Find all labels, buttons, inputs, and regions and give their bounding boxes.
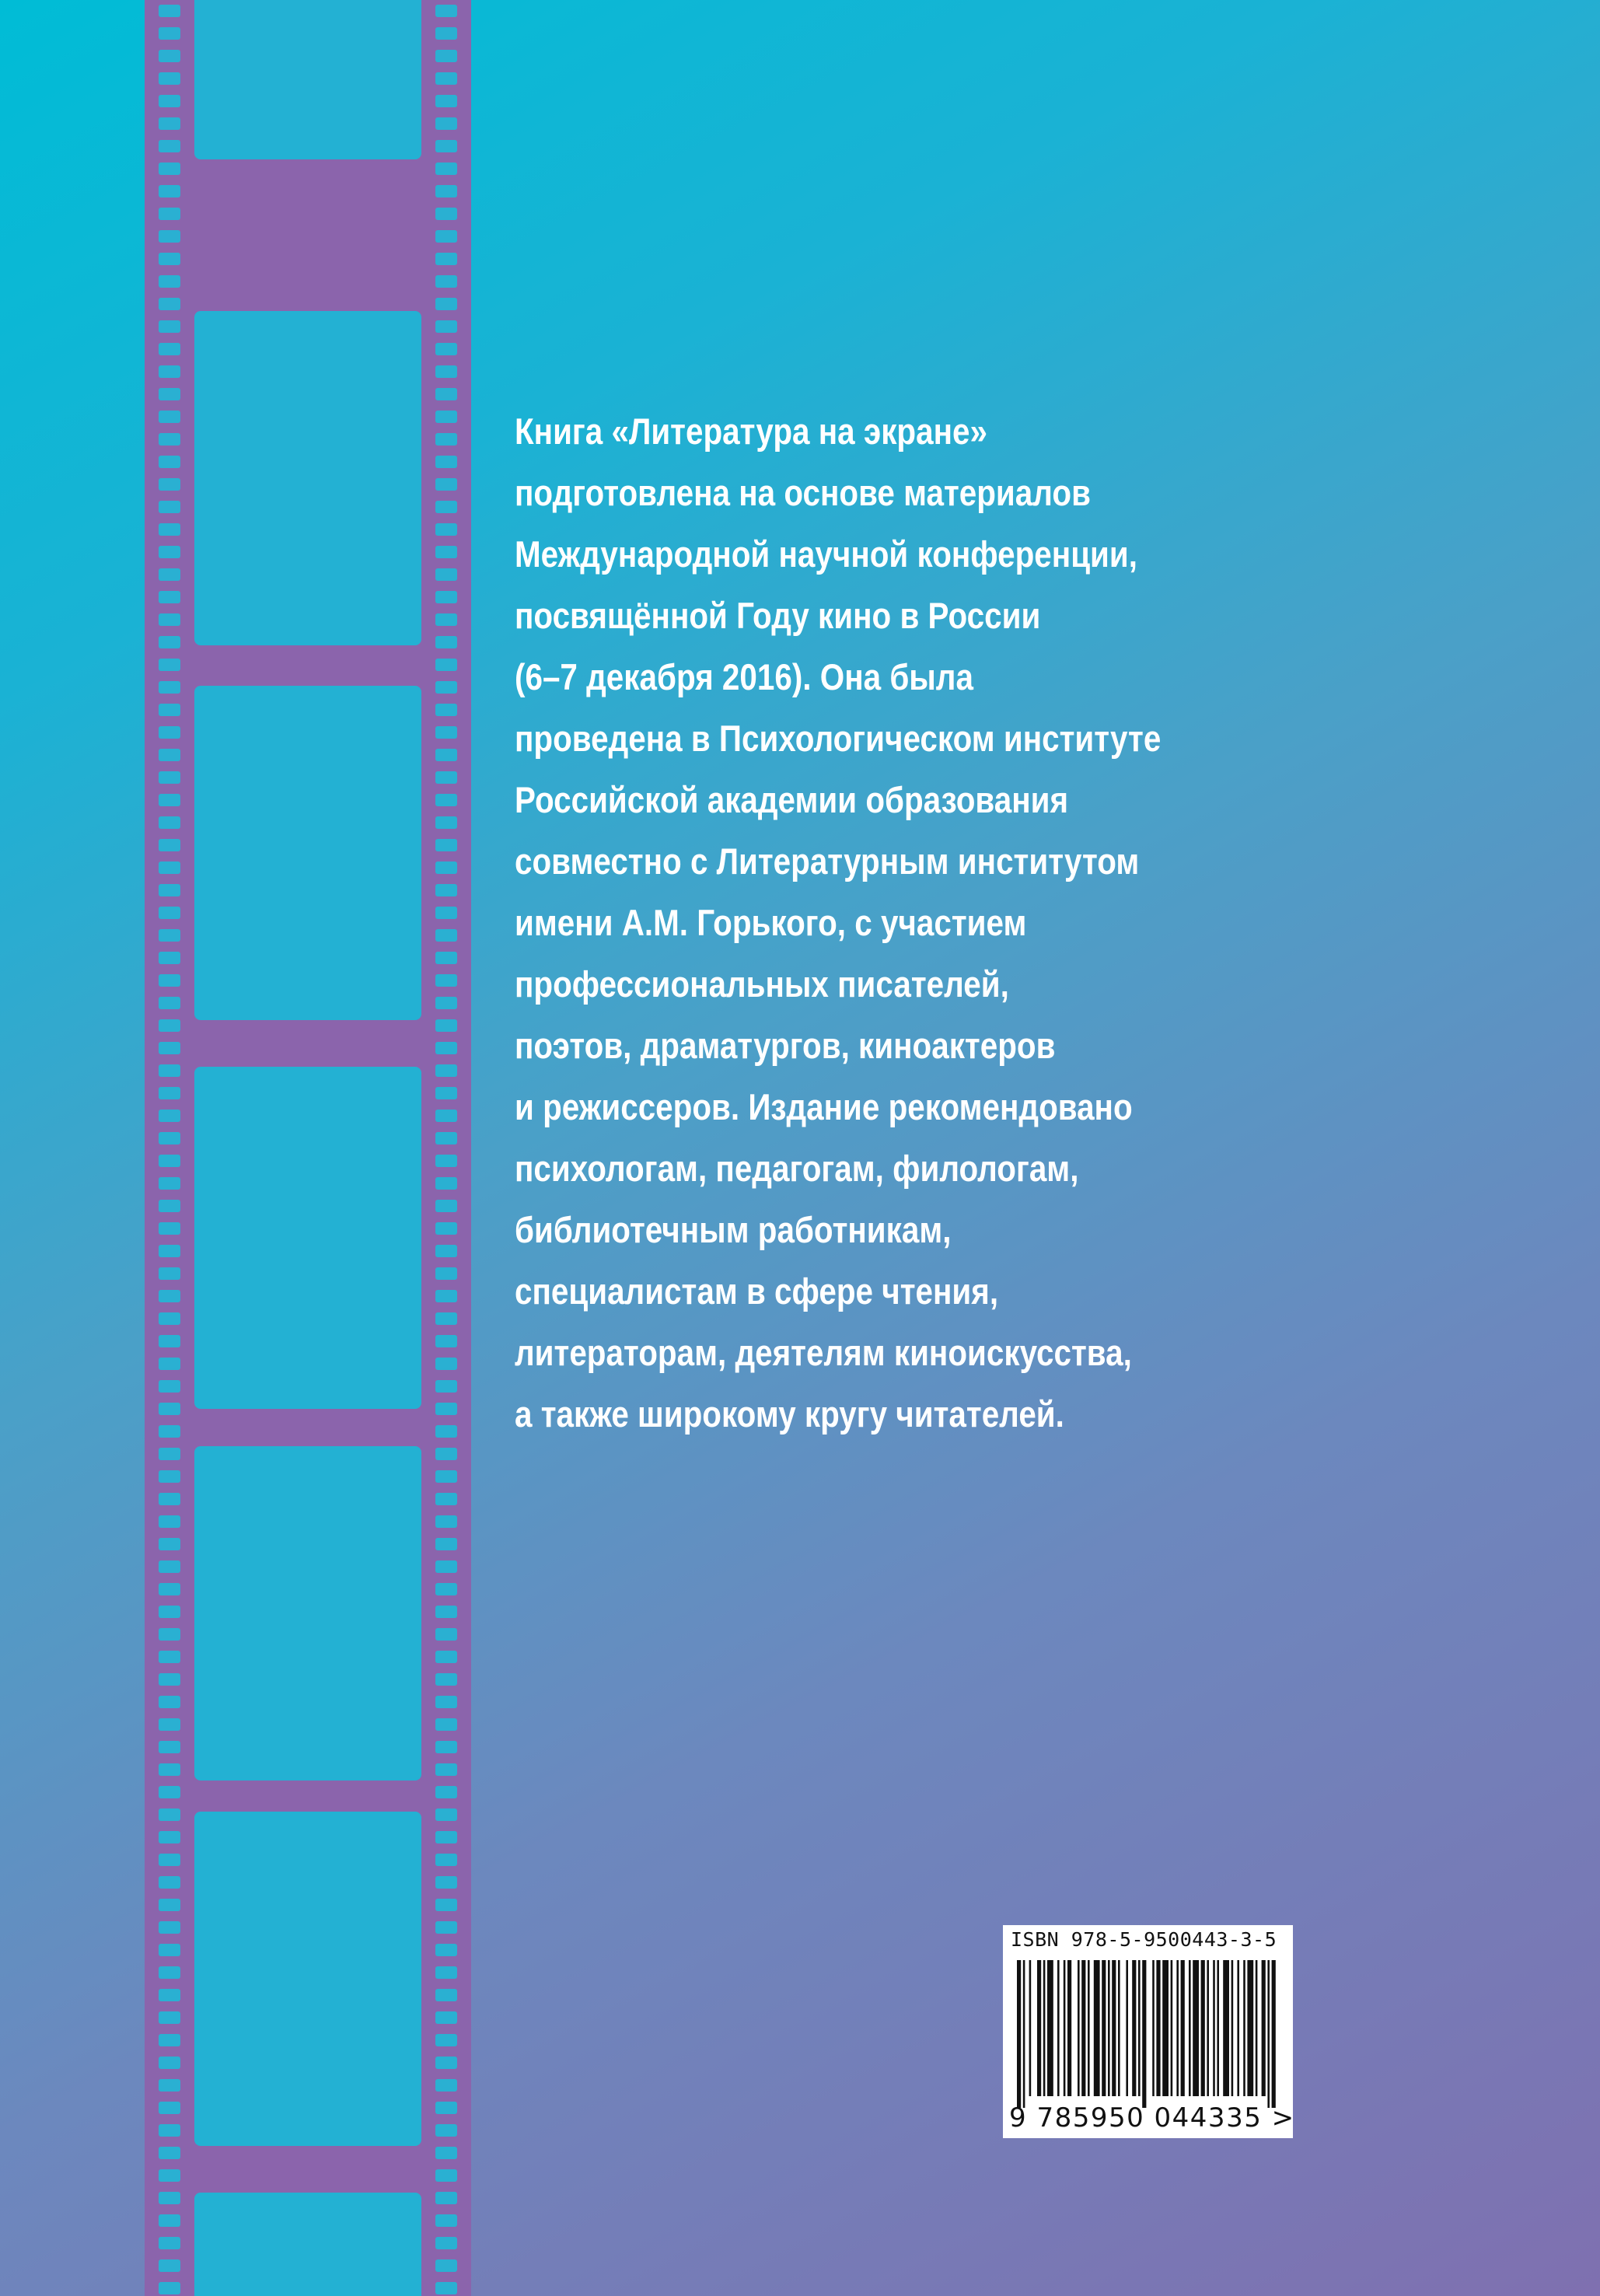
sprocket-hole [435, 433, 457, 446]
sprocket-hole [159, 298, 180, 310]
sprocket-hole [435, 1087, 457, 1099]
sprocket-hole [435, 1628, 457, 1641]
sprocket-hole [159, 568, 180, 581]
sprocket-hole [159, 275, 180, 288]
description-line: (6–7 декабря 2016). Она была [515, 656, 973, 697]
barcode-bar [1181, 1960, 1185, 2096]
sprocket-hole [435, 1560, 457, 1573]
sprocket-hole [159, 1358, 180, 1370]
barcode-bar [1081, 1960, 1085, 2096]
sprocket-hole [435, 2282, 457, 2294]
sprocket-hole [159, 456, 180, 468]
sprocket-hole [159, 997, 180, 1009]
sprocket-hole [435, 1222, 457, 1235]
sprocket-hole [159, 613, 180, 626]
sprocket-hole [159, 1335, 180, 1347]
sprocket-hole [435, 1493, 457, 1505]
sprocket-hole [159, 1200, 180, 1212]
description-line: библиотечным работникам, [515, 1209, 952, 1250]
sprocket-hole [159, 1718, 180, 1731]
sprocket-hole [435, 952, 457, 964]
sprocket-hole [435, 1110, 457, 1122]
description-line: литераторам, деятелям киноискусства, [515, 1332, 1132, 1373]
sprocket-hole [435, 523, 457, 536]
sprocket-hole [435, 861, 457, 874]
description-line: Международной научной конференции, [515, 533, 1137, 575]
description-line: а также широкому кругу читателей. [515, 1393, 1064, 1435]
sprocket-hole [159, 1222, 180, 1235]
sprocket-hole [435, 1132, 457, 1145]
barcode-bar [1037, 1960, 1041, 2096]
barcode-bar [1201, 1960, 1205, 2096]
sprocket-hole [159, 884, 180, 896]
description-line: и режиссеров. Издание рекомендовано [515, 1086, 1133, 1127]
sprocket-hole [435, 2259, 457, 2272]
sprocket-hole [435, 884, 457, 896]
sprocket-hole [435, 456, 457, 468]
sprocket-hole [435, 1245, 457, 1257]
description-line: имени А.М. Горького, с участием [515, 902, 1027, 943]
description-line: поэтов, драматургов, киноактеров [515, 1025, 1056, 1066]
sprocket-hole [435, 1831, 457, 1843]
barcode-bar [1047, 1960, 1053, 2096]
sprocket-hole [435, 1312, 457, 1325]
sprocket-hole [435, 1403, 457, 1415]
sprocket-hole [159, 140, 180, 152]
sprocket-hole [435, 1989, 457, 2001]
sprocket-hole [159, 2282, 180, 2294]
sprocket-hole [435, 681, 457, 694]
sprocket-hole [159, 1651, 180, 1663]
barcode-bar [1043, 1960, 1046, 2096]
sprocket-hole [435, 1267, 457, 1280]
sprocket-hole [435, 771, 457, 784]
sprocket-hole [159, 1470, 180, 1483]
sprocket-hole [435, 27, 457, 40]
barcode-bar [1094, 1960, 1100, 2096]
sprocket-hole [435, 2079, 457, 2092]
sprocket-hole [159, 1267, 180, 1280]
sprocket-hole [435, 1808, 457, 1821]
sprocket-hole [435, 501, 457, 513]
sprocket-hole [435, 208, 457, 220]
sprocket-hole [435, 5, 457, 17]
film-frame [194, 2193, 421, 2296]
sprocket-hole [159, 2034, 180, 2046]
sprocket-hole [435, 1876, 457, 1889]
sprocket-hole [159, 974, 180, 987]
sprocket-hole [159, 2259, 180, 2272]
barcode-bar [1078, 1960, 1080, 2096]
barcode-bar [1189, 1960, 1191, 2096]
sprocket-hole [159, 726, 180, 739]
film-frame [194, 311, 421, 645]
sprocket-hole [435, 546, 457, 558]
sprocket-hole [435, 1290, 457, 1302]
sprocket-hole [435, 1854, 457, 1866]
sprocket-hole [435, 2147, 457, 2159]
sprocket-hole [159, 1831, 180, 1843]
sprocket-hole [435, 2102, 457, 2114]
sprocket-hole [435, 388, 457, 400]
barcode-bar [1112, 1960, 1116, 2096]
sprocket-hole [435, 2192, 457, 2204]
sprocket-hole [159, 1515, 180, 1528]
sprocket-hole [159, 523, 180, 536]
sprocket-hole [159, 1155, 180, 1167]
sprocket-hole [159, 636, 180, 648]
sprocket-hole [435, 1921, 457, 1934]
sprocket-hole [435, 140, 457, 152]
sprocket-hole [159, 1042, 180, 1054]
sprocket-hole [435, 1064, 457, 1077]
sprocket-hole [435, 974, 457, 987]
sprocket-hole [159, 320, 180, 333]
sprocket-hole [435, 839, 457, 851]
sprocket-hole [159, 2147, 180, 2159]
film-frame [194, 1812, 421, 2146]
barcode-bar [1176, 1960, 1179, 2096]
sprocket-hole [435, 50, 457, 62]
sprocket-hole [159, 1493, 180, 1505]
sprocket-hole [435, 568, 457, 581]
sprocket-hole [435, 163, 457, 175]
barcode-bar [1213, 1960, 1215, 2096]
barcode-bar [1217, 1960, 1219, 2096]
sprocket-hole [159, 1380, 180, 1393]
sprocket-hole [159, 1290, 180, 1302]
sprocket-hole [159, 208, 180, 220]
sprocket-hole [435, 1470, 457, 1483]
sprocket-hole [435, 320, 457, 333]
sprocket-hole [159, 1741, 180, 1753]
sprocket-hole [159, 365, 180, 378]
sprocket-hole [159, 185, 180, 197]
film-frame [194, 686, 421, 1020]
book-description [515, 400, 1317, 1445]
sprocket-hole [435, 95, 457, 107]
barcode-bar [1118, 1960, 1120, 2096]
sprocket-hole [159, 1696, 180, 1708]
sprocket-hole [435, 1786, 457, 1798]
description-line: специалистам в сфере чтения, [515, 1270, 999, 1312]
sprocket-hole [435, 1155, 457, 1167]
description-line: психологам, педагогам, филологам, [515, 1148, 1079, 1189]
barcode-bar [1142, 1960, 1146, 2108]
barcode-bar [1088, 1960, 1090, 2096]
sprocket-hole [159, 253, 180, 265]
description-line: подготовлена на основе материалов [515, 472, 1091, 513]
sprocket-hole [159, 1403, 180, 1415]
sprocket-hole [159, 230, 180, 243]
sprocket-hole [159, 1944, 180, 1956]
sprocket-hole [435, 1966, 457, 1979]
sprocket-hole [435, 1019, 457, 1032]
sprocket-hole [435, 365, 457, 378]
sprocket-hole [435, 997, 457, 1009]
barcode-bar [1243, 1960, 1245, 2096]
sprocket-hole [435, 1696, 457, 1708]
sprocket-hole [159, 659, 180, 671]
barcode-bar [1064, 1960, 1066, 2096]
sprocket-hole [435, 1538, 457, 1550]
description-line: профессиональных писателей, [515, 963, 1009, 1005]
sprocket-hole [435, 907, 457, 919]
sprocket-hole [435, 591, 457, 603]
sprocket-hole [159, 1606, 180, 1618]
sprocket-hole [159, 816, 180, 829]
sprocket-hole [159, 1966, 180, 1979]
sprocket-hole [159, 1899, 180, 1911]
sprocket-hole [435, 72, 457, 85]
sprocket-hole [435, 1741, 457, 1753]
sprocket-hole [159, 1673, 180, 1686]
sprocket-hole [435, 749, 457, 761]
barcode-bar [1162, 1960, 1169, 2096]
sprocket-hole [159, 861, 180, 874]
sprocket-hole [435, 478, 457, 491]
sprocket-hole [159, 2237, 180, 2249]
sprocket-hole [435, 1899, 457, 1911]
sprocket-hole [159, 839, 180, 851]
sprocket-hole [159, 1808, 180, 1821]
sprocket-hole [159, 1312, 180, 1325]
sprocket-hole [435, 1380, 457, 1393]
barcode-bar [1262, 1960, 1266, 2096]
sprocket-hole [159, 929, 180, 942]
sprocket-hole [159, 95, 180, 107]
sprocket-hole [159, 2192, 180, 2204]
barcode-bar [1171, 1960, 1173, 2096]
sprocket-hole [159, 1110, 180, 1122]
sprocket-hole [159, 50, 180, 62]
sprocket-hole [435, 2169, 457, 2182]
sprocket-hole [435, 1718, 457, 1731]
film-frame [194, 1446, 421, 1781]
sprocket-hole [159, 163, 180, 175]
sprocket-hole [435, 411, 457, 423]
sprocket-hole [435, 343, 457, 355]
barcode-bar [1237, 1960, 1239, 2096]
sprocket-hole [435, 1583, 457, 1595]
sprocket-hole [159, 704, 180, 716]
sprocket-hole [435, 1515, 457, 1528]
sprocket-hole [159, 1425, 180, 1438]
sprocket-hole [435, 659, 457, 671]
sprocket-hole [435, 1200, 457, 1212]
sprocket-hole [435, 298, 457, 310]
sprocket-hole [159, 478, 180, 491]
sprocket-hole [159, 1583, 180, 1595]
sprocket-hole [159, 2102, 180, 2114]
sprocket-hole [435, 253, 457, 265]
sprocket-hole [159, 1921, 180, 1934]
sprocket-hole [159, 72, 180, 85]
film-frame [194, 0, 421, 159]
sprocket-hole [159, 546, 180, 558]
sprocket-hole [159, 1989, 180, 2001]
sprocket-hole [159, 1876, 180, 1889]
barcode-bar [1132, 1960, 1136, 2096]
sprocket-hole [435, 1763, 457, 1776]
sprocket-hole [159, 1245, 180, 1257]
sprocket-hole [435, 230, 457, 243]
film-strip-decoration [145, 0, 471, 2296]
sprocket-hole [159, 343, 180, 355]
sprocket-hole [435, 929, 457, 942]
sprocket-hole [435, 794, 457, 806]
sprocket-hole [159, 907, 180, 919]
sprocket-hole [435, 1606, 457, 1618]
sprocket-hole [159, 1854, 180, 1866]
barcode-bar [1029, 1960, 1032, 2096]
sprocket-hole [159, 1087, 180, 1099]
sprocket-hole [435, 704, 457, 716]
barcode-bar [1102, 1960, 1106, 2096]
sprocket-hole [159, 794, 180, 806]
barcode-bar [1231, 1960, 1234, 2096]
sprocket-hole [159, 749, 180, 761]
sprocket-hole [435, 275, 457, 288]
sprocket-hole [435, 726, 457, 739]
barcode-bar [1017, 1960, 1021, 2108]
sprocket-hole [435, 636, 457, 648]
sprocket-hole [159, 411, 180, 423]
barcode-bar [1108, 1960, 1110, 2096]
barcode-bar [1247, 1960, 1253, 2096]
sprocket-hole [159, 2214, 180, 2227]
barcode-digits: 9 785950 044335 > [1009, 2102, 1295, 2133]
barcode-bar [1156, 1960, 1160, 2096]
sprocket-hole [435, 1448, 457, 1460]
sprocket-hole [159, 388, 180, 400]
sprocket-hole [435, 1673, 457, 1686]
description-line: проведена в Психологическом институте [515, 718, 1162, 759]
sprocket-hole [435, 1042, 457, 1054]
sprocket-hole [159, 1064, 180, 1077]
sprocket-hole [159, 2057, 180, 2069]
sprocket-hole [435, 2057, 457, 2069]
sprocket-hole [435, 2237, 457, 2249]
sprocket-hole [159, 1019, 180, 1032]
sprocket-hole [159, 771, 180, 784]
sprocket-hole [435, 1651, 457, 1663]
sprocket-hole [159, 1177, 180, 1190]
sprocket-hole [435, 1358, 457, 1370]
sprocket-hole [159, 1448, 180, 1460]
sprocket-hole [159, 2079, 180, 2092]
isbn-label: ISBN 978-5-9500443-3-5 [1011, 1928, 1277, 1951]
description-line: Российской академии образования [515, 779, 1069, 820]
barcode-bar [1267, 1960, 1270, 2108]
sprocket-hole [159, 433, 180, 446]
sprocket-hole [159, 5, 180, 17]
description-line: Книга «Литература на экране» [515, 411, 987, 452]
sprocket-hole [435, 2011, 457, 2024]
sprocket-hole [159, 591, 180, 603]
sprocket-hole [435, 1425, 457, 1438]
barcode-bar [1152, 1960, 1155, 2096]
sprocket-hole [435, 816, 457, 829]
barcode-bar [1272, 1960, 1276, 2108]
sprocket-hole [159, 1763, 180, 1776]
description-line: совместно с Литературным институтом [515, 840, 1140, 882]
sprocket-hole [159, 501, 180, 513]
description-line: посвящённой Году кино в России [515, 595, 1041, 636]
barcode-bar [1207, 1960, 1209, 2096]
sprocket-hole [435, 1177, 457, 1190]
barcode-bar [1138, 1960, 1141, 2096]
sprocket-hole [435, 1944, 457, 1956]
sprocket-hole [159, 1786, 180, 1798]
isbn-barcode [1003, 1925, 1293, 2138]
sprocket-hole [159, 27, 180, 40]
sprocket-hole [159, 1132, 180, 1145]
sprocket-hole [435, 1335, 457, 1347]
sprocket-hole [159, 681, 180, 694]
sprocket-hole [435, 2124, 457, 2137]
sprocket-hole [159, 952, 180, 964]
sprocket-hole [435, 2034, 457, 2046]
barcode-bar [1223, 1960, 1229, 2096]
barcode-bar [1067, 1960, 1071, 2096]
sprocket-hole [159, 2011, 180, 2024]
sprocket-hole [159, 1560, 180, 1573]
barcode-bar [1193, 1960, 1199, 2096]
barcode-bar [1126, 1960, 1128, 2096]
barcode-bar [1057, 1960, 1060, 2096]
sprocket-hole [159, 2169, 180, 2182]
sprocket-hole [435, 2214, 457, 2227]
barcode-bar [1256, 1960, 1258, 2096]
sprocket-hole [435, 117, 457, 130]
sprocket-hole [435, 613, 457, 626]
film-frame [194, 1067, 421, 1409]
barcode-bar [1023, 1960, 1025, 2108]
sprocket-hole [159, 1538, 180, 1550]
sprocket-hole [159, 1628, 180, 1641]
sprocket-hole [159, 117, 180, 130]
sprocket-hole [435, 185, 457, 197]
sprocket-hole [159, 2124, 180, 2137]
